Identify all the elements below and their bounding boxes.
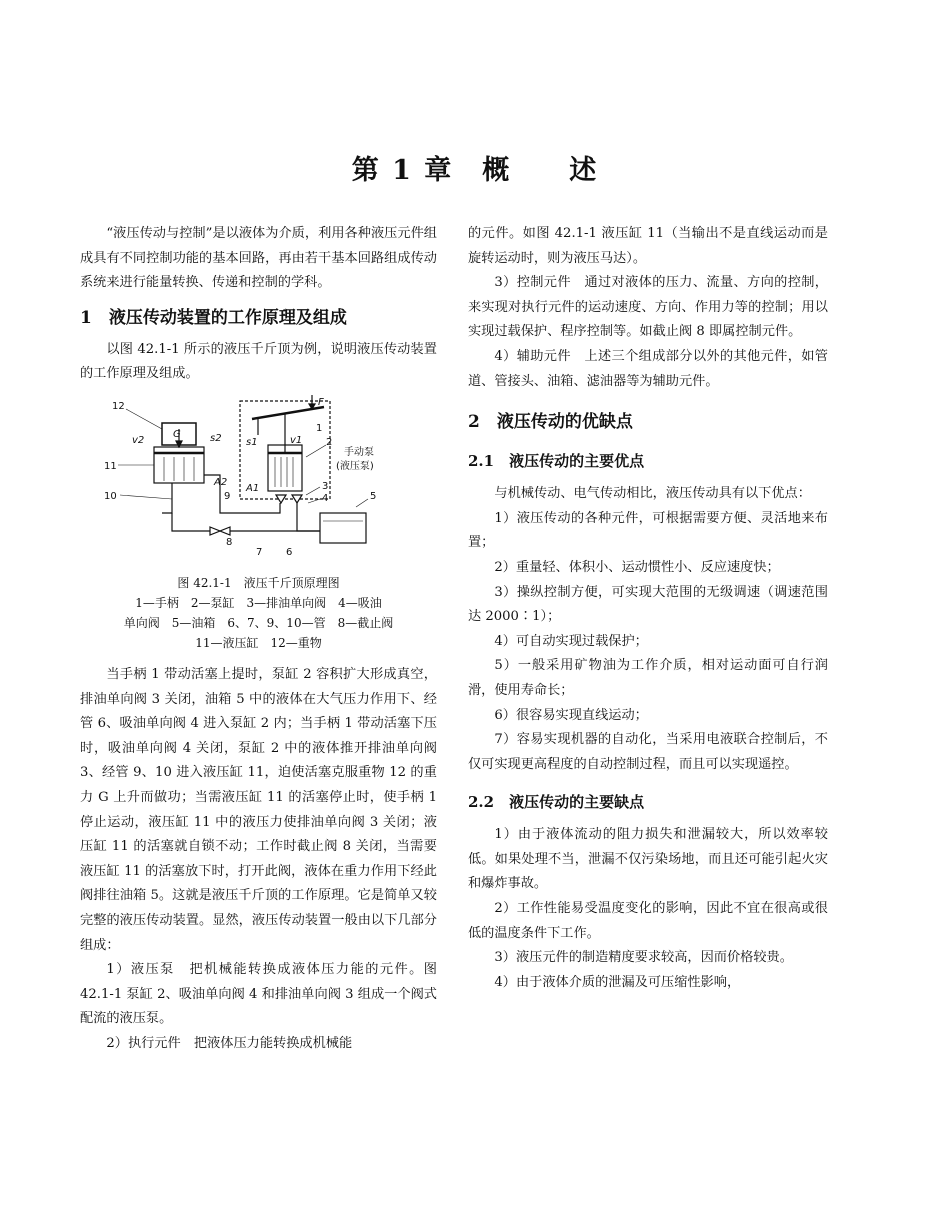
label-11: 11 [104,460,117,472]
component-item-2-continued: 的元件。如图 42.1-1 液压缸 11（当输出不是直线运动而是旋转运动时，则为液压马达）。 [468,226,828,266]
operation-paragraph: 当手柄 1 带动活塞上提时，泵缸 2 容积扩大形成真空，排油单向阀 3 关闭，油箱 5 中的液体在大气压力作用下、经管 6、吸油单向阀 4 进入泵缸 2 内；当手柄 1 带动活塞下压时，吸油单向阀 4 关闭，泵缸 2 中的液体推开排油单向阀 3、经管 9、10 进入液压缸 11，迫使活塞克服重物 12 的重力 G 上升而做功；当需液压缸 11 的活塞停止时，使手柄 1 停止运动，液压缸 11 中的液压力使排油单向阀 3 关闭；液压缸 11 的活塞就自锁不动；工作时截止阀 8 关闭，当需要液压缸 11 的活塞放下时，打开此阀，液体在重力作用下经此阀排往油箱 5。这就是液压千斤顶的工作原理。它是简单又较完整的液压传动装置。显然，液压传动装置一般由以下几部分组成： [80,666,437,953]
label-1: 1 [316,422,323,434]
advantage-item: 1）液压传动的各种元件，可根据需要方便、灵活地来布置； [468,510,828,551]
caption-line: 11—液压缸 12—重物 [195,635,322,650]
label-9: 9 [224,490,231,502]
component-item-1: 1）液压泵 把机械能转换成液体压力能的元件。图 42.1-1 泵缸 2、吸油单向阀 4 和排油单向阀 3 组成一个阀式配流的液压泵。 [80,962,437,1027]
caption-title: 图 42.1-1 液压千斤顶原理图 [177,575,340,590]
label-4: 4 [322,492,329,504]
section-1-heading: 1 液压传动装置的工作原理及组成 [80,307,347,328]
component-item-3: 3）控制元件 通过对液体的压力、流量、方向的控制，来实现对执行元件的运动速度、方向、作用力等的控制；用以实现过载保护、程序控制等。如截止阀 8 即属控制元件。 [468,275,828,340]
figure-caption [80,573,437,653]
disadvantage-item: 3）液压元件的制造精度要求较高，因而价格较贵。 [494,950,793,966]
label-2: 2 [326,436,333,448]
label-v1: v1 [290,434,303,446]
hydraulic-jack-diagram [80,395,437,567]
label-3: 3 [322,480,329,492]
left-column [80,222,437,1056]
caption-line: 单向阀 5—油箱 6、7、9、10—管 8—截止阀 [123,615,394,630]
label-a2: A2 [214,476,228,488]
pipe-7 [172,513,210,531]
label-12: 12 [112,400,125,412]
label-hand-pump: 手动泵 [344,446,374,458]
chapter-title: 第 1 章 概 述 [351,155,599,186]
pipe-10 [162,483,172,513]
section-2-heading: 2 液压传动的优缺点 [468,412,633,433]
component-item-4: 4）辅助元件 上述三个组成部分以外的其他元件，如管道、管接头、油箱、滤油器等为辅助元件。 [468,348,828,389]
intro-paragraph: “液压传动与控制”是以液体为介质，利用各种液压元件组成具有不同控制功能的基本回路，再由若干基本回路组成传动系统来进行能量转换、传递和控制的学科。 [80,226,437,291]
component-item-2: 2）执行元件 把液体压力能转换成机械能 [106,1035,353,1051]
label-8: 8 [226,536,233,548]
advantage-item: 5）一般采用矿物油为工作介质，相对运动面可自行润滑，使用寿命长； [468,658,828,698]
label-a1: A1 [246,482,260,494]
right-column [468,222,828,995]
section-1-intro: 以图 42.1-1 所示的液压千斤顶为例，说明液压传动装置的工作原理及组成。 [80,341,437,382]
advantage-item: 6）很容易实现直线运动； [494,707,648,723]
hydraulic-jack-figure [80,395,437,567]
label-hydraulic-pump: (液压泵) [336,460,374,472]
label-g: G [173,428,181,440]
oil-tank [320,513,366,543]
disadvantage-item: 4）由于液体介质的泄漏及可压缩性影响， [494,974,741,990]
pipe-6 [297,503,320,531]
advantage-item: 2）重量轻、体积小、运动惯性小、反应速度快； [494,559,780,575]
handle-lever [252,407,324,419]
label-10: 10 [104,490,117,502]
label-s1: s1 [246,436,258,448]
label-5: 5 [370,490,377,502]
advantage-item: 3）操纵控制方便，可实现大范围的无级调速（调速范围达 2000∶1）； [468,584,828,625]
section-2-2-heading: 2.2 液压传动的主要缺点 [468,793,645,812]
section-2-1-heading: 2.1 液压传动的主要优点 [468,452,645,471]
advantage-item: 7）容易实现机器的自动化，当采用电液联合控制后，不仅可实现更高程度的自动控制过程，而且可以实现遥控。 [468,732,828,772]
disadvantage-item: 1）由于液体流动的阻力损失和泄漏较大，所以效率较低。如果处理不当，泄漏不仅污染场地，而且还可能引起火灾和爆炸事故。 [468,827,828,892]
label-v2: v2 [132,434,145,446]
disadvantage-item: 2）工作性能易受温度变化的影响，因此不宜在很高或很低的温度条件下工作。 [468,901,828,941]
label-f: F [318,396,324,408]
advantage-item: 4）可自动实现过载保护； [494,633,648,649]
label-7: 7 [256,546,263,558]
caption-line: 1—手柄 2—泵缸 3—排油单向阀 4—吸油 [135,595,382,610]
label-s2: s2 [210,432,222,444]
label-6: 6 [286,546,293,558]
advantages-intro: 与机械传动、电气传动相比，液压传动具有以下优点： [494,486,811,502]
